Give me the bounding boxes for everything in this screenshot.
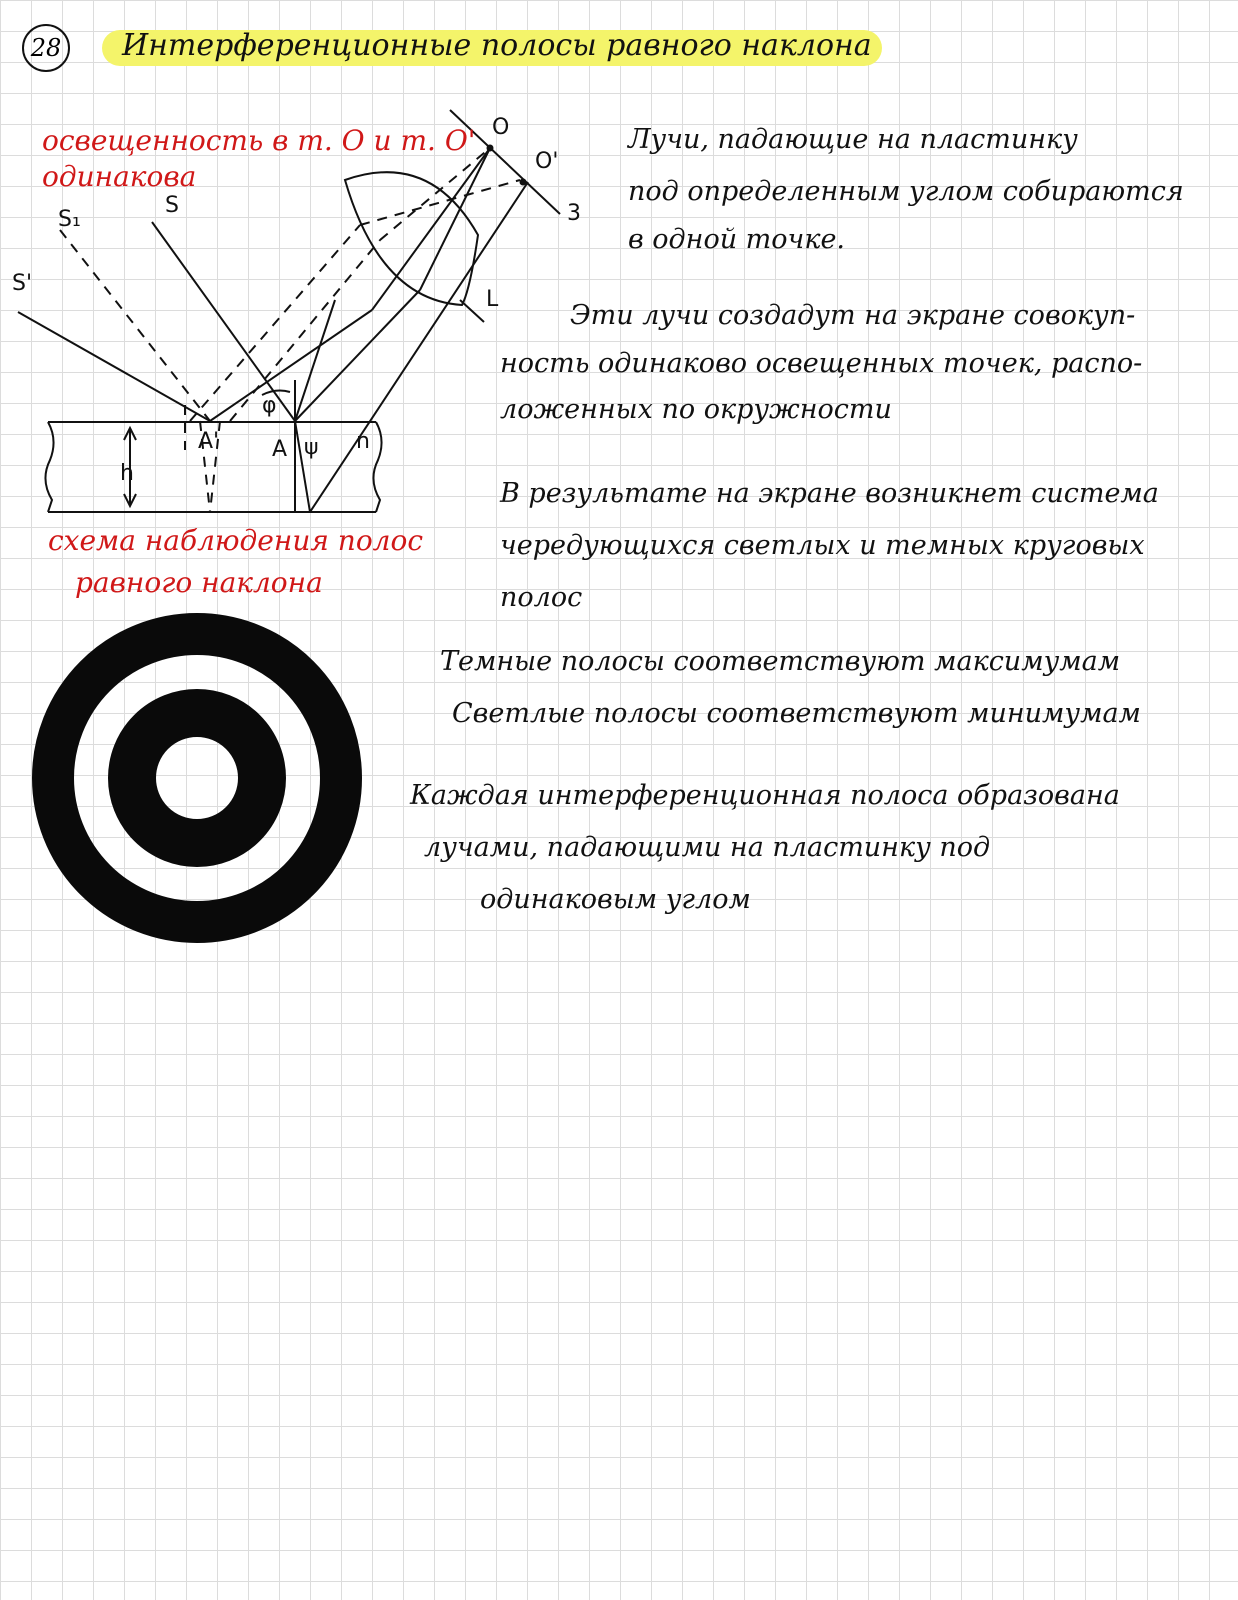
label-a-prime: A' — [198, 429, 220, 454]
paragraph-5-line: лучами, падающими на пластинку под — [424, 832, 991, 863]
label-psi: ψ — [304, 435, 319, 460]
diagram-caption: схема наблюдения полос — [48, 524, 424, 557]
paragraph-3-line: полос — [500, 582, 583, 613]
paragraph-1-line: Лучи, падающие на пластинку — [628, 124, 1078, 155]
illumination-note-2: одинакова — [42, 160, 197, 193]
point-o-prime — [520, 179, 527, 186]
paragraph-1-line: в одной точке. — [628, 224, 846, 255]
paragraph-4-line: Светлые полосы соответствуют минимумам — [452, 698, 1141, 729]
paragraph-4 — [440, 636, 1141, 740]
paragraph-2 — [570, 290, 1135, 342]
label-l: L — [486, 287, 499, 312]
label-s: S — [165, 193, 179, 218]
paragraph-4-line: Темные полосы соответствуют максимумам — [440, 646, 1121, 677]
page-title: Интерференционные полосы равного наклона — [122, 28, 872, 63]
paragraph-5-line: одинаковым углом — [480, 884, 751, 915]
paragraph-1-line: под определенным углом собираются — [628, 176, 1184, 207]
ray-s1-dashed — [60, 230, 210, 421]
label-s1: S₁ — [58, 207, 81, 232]
paragraph-1b — [628, 166, 1184, 218]
inner-dark-ring — [132, 713, 262, 843]
paragraph-3 — [500, 468, 1159, 624]
label-3: 3 — [567, 201, 581, 226]
label-o-prime: O' — [535, 149, 559, 174]
point-o — [487, 145, 494, 152]
plate-left-break — [45, 422, 53, 512]
section-number: 28 — [22, 24, 70, 72]
paragraph-2c — [500, 384, 892, 436]
label-phi: φ — [262, 393, 277, 418]
paragraph-1 — [628, 114, 1078, 166]
paragraph-5-line: Каждая интерференционная полоса образована — [410, 780, 1120, 811]
ray-to-o-2 — [420, 148, 490, 290]
label-s-prime: S' — [12, 271, 33, 296]
diagram-caption-2: равного наклона — [75, 566, 323, 599]
ray-reflected-2 — [295, 290, 420, 421]
plate-right-break — [373, 422, 381, 512]
paragraph-5 — [410, 770, 1120, 926]
ray-from-bottom — [310, 182, 528, 512]
paragraph-2-line: ность одинаково освещенных точек, распо- — [500, 348, 1143, 379]
ray-s-prime — [18, 312, 210, 421]
paragraph-2b — [500, 338, 1142, 390]
label-a: A — [272, 437, 288, 462]
label-h: h — [120, 461, 134, 486]
paragraph-3-line: В результате на экране возникнет система — [500, 478, 1159, 509]
illumination-note: освещенность в т. O и т. O' — [42, 124, 476, 157]
paragraph-1c — [628, 214, 845, 266]
paragraph-3-line: чередующихся светлых и темных круговых — [500, 530, 1145, 561]
label-n: n — [356, 429, 370, 454]
paragraph-2-line: ложенных по окружности — [500, 394, 892, 425]
lens-pointer — [460, 300, 484, 322]
paragraph-2-line: Эти лучи создадут на экране совокуп- — [570, 300, 1136, 331]
outer-dark-ring — [53, 634, 341, 922]
label-o: O — [492, 115, 510, 140]
